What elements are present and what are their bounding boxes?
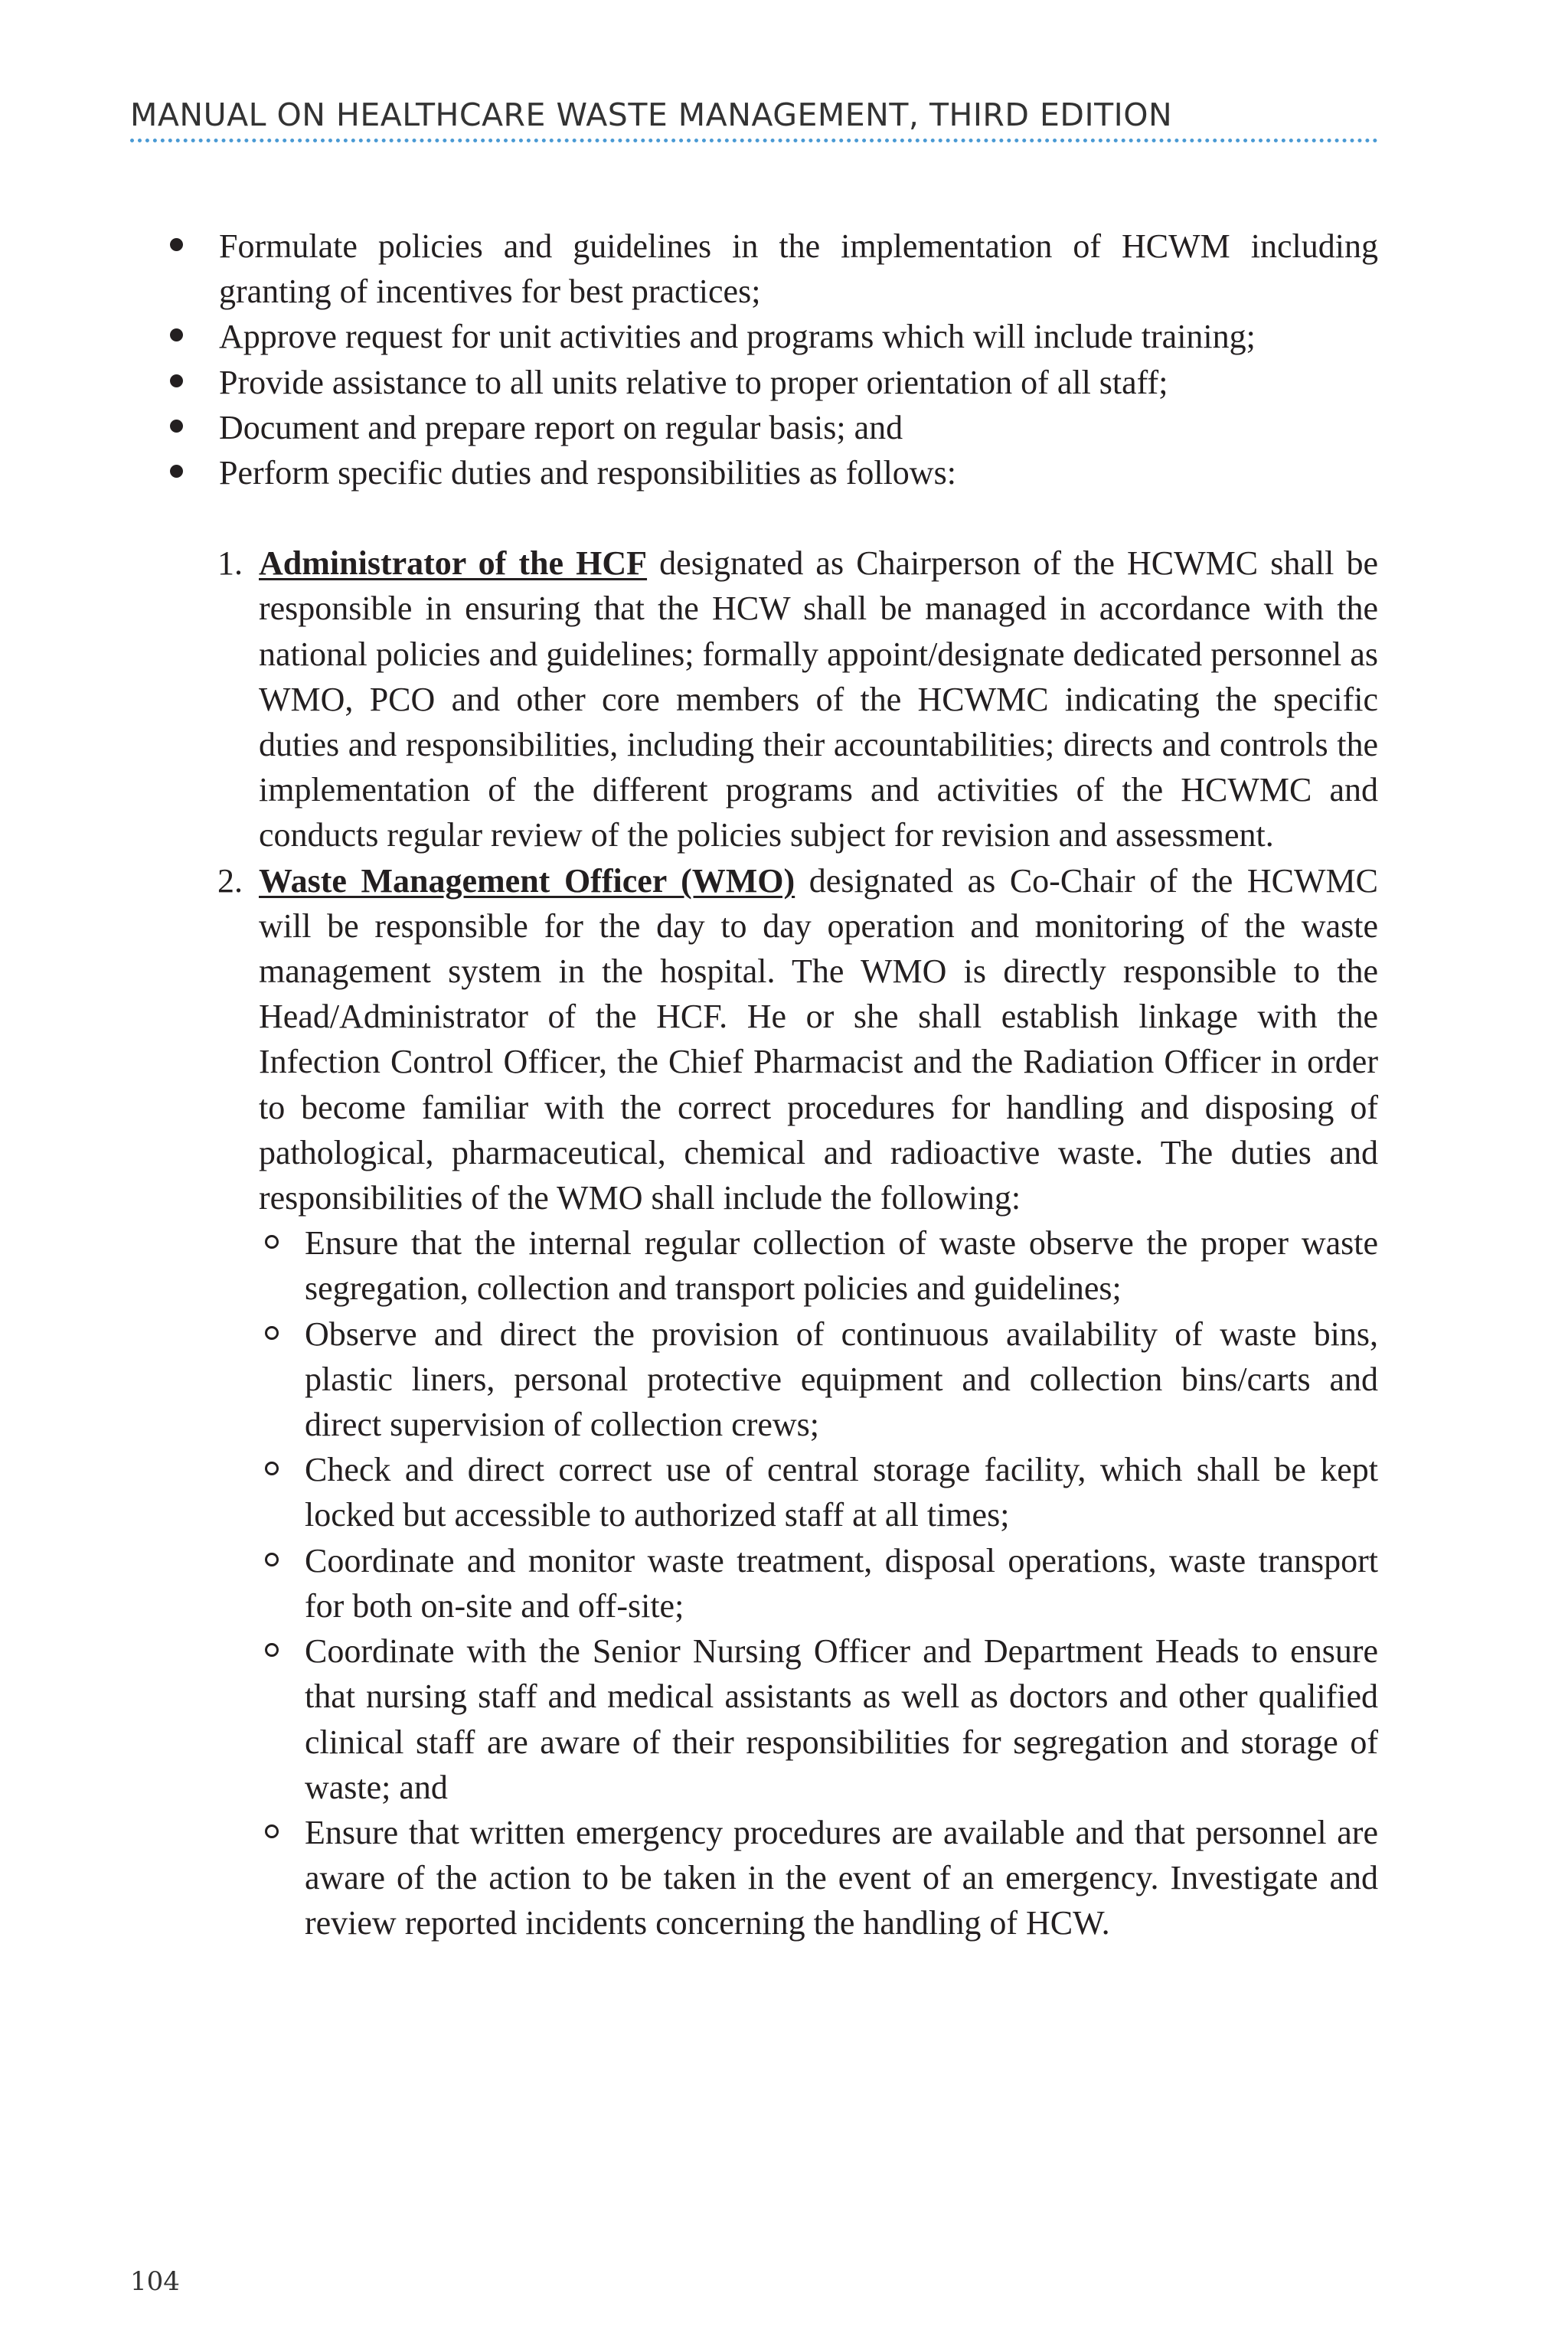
wmo-duty-item: [259, 1220, 1378, 1311]
circle-bullet-icon: [265, 1553, 279, 1566]
wmo-duty-text: Check and direct correct use of central storage facility, which shall be kept locked but accessible to authorized staff at all times;: [305, 1451, 1378, 1534]
duty-item-administrator: [130, 541, 1378, 858]
wmo-duty-item: [259, 1538, 1378, 1628]
duty-number: 2.: [217, 861, 243, 900]
bullet-dot-icon: [170, 238, 183, 251]
running-header: MANUAL ON HEALTHCARE WASTE MANAGEMENT, THIRD EDITION: [130, 96, 1173, 133]
wmo-duty-item: [259, 1628, 1378, 1810]
duty-text: designated as Co-Chair of the HCWMC will be responsible for the day to day operation and monitoring of the waste management system in the hospital. The WMO is directly responsible to the Head/Administrator of the HCF. He or she shall establish linkage with the Infection Control Officer, the Chief Pharmacist and the Radiation Officer in order to become familiar with the correct procedures for handling and disposing of pathological, pharmaceutical, chemical and radioactive waste. The duties and responsibilities of the WMO shall include the following:: [259, 861, 1378, 1217]
bullet-dot-icon: [170, 328, 183, 341]
wmo-duty-item: [259, 1810, 1378, 1946]
bullet-dot-icon: [170, 374, 183, 387]
circle-bullet-icon: [265, 1326, 279, 1340]
bullet-item: [130, 314, 1378, 359]
wmo-duty-text: Ensure that written emergency procedures are available and that personnel are aware of the action to be taken in the event of an emergency. Investigate and review reported incidents concerning the handling of HCW.: [305, 1813, 1378, 1942]
wmo-duty-text: Observe and direct the provision of continuous availability of waste bins, plastic liners, personal protective equipment and collection bins/carts and direct supervision of collection crews;: [305, 1315, 1378, 1444]
duty-paragraph: [259, 858, 1378, 1221]
bullet-text: Formulate policies and guidelines in the implementation of HCWM including granting of incentives for best practices;: [219, 227, 1378, 311]
wmo-duty-text: Coordinate with the Senior Nursing Officer and Department Heads to ensure that nursing staff and medical assistants as well as doctors and other qualified clinical staff are aware of their responsibilities for segregation and storage of waste; and: [305, 1632, 1378, 1806]
bullet-dot-icon: [170, 465, 183, 478]
duties-numbered-list: [130, 541, 1378, 1945]
bullet-text: Approve request for unit activities and programs which will include training;: [219, 318, 1256, 356]
bullet-dot-icon: [170, 420, 183, 433]
duty-text: designated as Chairperson of the HCWMC shall be responsible in ensuring that the HCW shall be managed in accordance with the national policies and guidelines; formally appoint/designate dedicated personnel as WMO, PCO and other core members of the HCWMC indicating the specific duties and responsibilities, including their accountabilities; directs and controls the implementation of the different programs and activities of the HCWMC and conducts regular review of the policies subject for revision and assessment.: [259, 544, 1378, 854]
circle-bullet-icon: [265, 1643, 279, 1657]
circle-bullet-icon: [265, 1235, 279, 1249]
bullet-item: [130, 405, 1378, 450]
bullet-text: Perform specific duties and responsibilities as follows:: [219, 454, 956, 492]
page-number: 104: [130, 2266, 180, 2297]
header-dotted-rule: [130, 139, 1378, 142]
wmo-duties-list: [259, 1220, 1378, 1945]
duty-term: Waste Management Officer (WMO): [259, 861, 795, 900]
duty-item-wmo: [130, 858, 1378, 1946]
duty-term: Administrator of the HCF: [259, 544, 648, 583]
wmo-duty-text: Ensure that the internal regular collection of waste observe the proper waste segregation, collection and transport policies and guidelines;: [305, 1224, 1378, 1308]
bullet-item: [130, 450, 1378, 495]
circle-bullet-icon: [265, 1824, 279, 1838]
wmo-duty-item: [259, 1447, 1378, 1537]
duty-number: 1.: [217, 544, 243, 583]
bullet-item: [130, 224, 1378, 314]
duty-paragraph: [259, 541, 1378, 858]
bullet-item: [130, 360, 1378, 405]
wmo-duty-text: Coordinate and monitor waste treatment, disposal operations, waste transport for both on-site and off-site;: [305, 1541, 1378, 1625]
bullet-text: Provide assistance to all units relative to proper orientation of all staff;: [219, 363, 1168, 401]
page-body: [130, 224, 1378, 1946]
circle-bullet-icon: [265, 1462, 279, 1475]
bullet-text: Document and prepare report on regular basis; and: [219, 408, 903, 446]
bullet-list: [130, 224, 1378, 495]
wmo-duty-item: [259, 1312, 1378, 1448]
